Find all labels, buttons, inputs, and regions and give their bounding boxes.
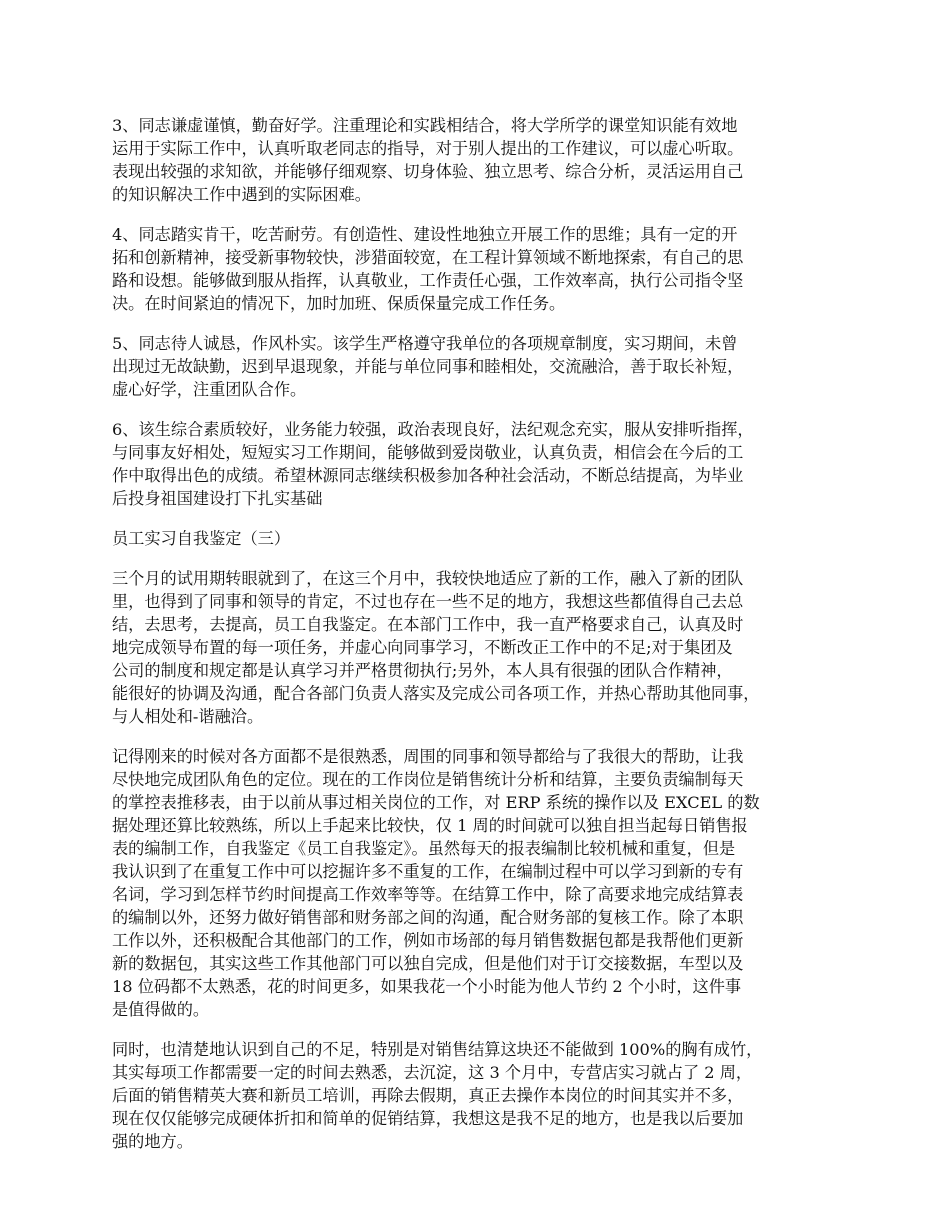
paragraph-intro: 三个月的试用期转眼就到了，在这三个月中，我较快地适应了新的工作，融入了新的团队 里，也得到了同事和领导的肯定，不过也存在一些不足的地方，我想这些都值得自己去总 结，去思考，去提高，员工自我鉴定。在本部门工作中，我一直严格要求自己，认真及时 地完成领导布置的每一项任务，并虚心向同事学习，不断改正工作中的不足;对于集团及 公司的制度和规定都是认真学习并严格贯彻执行;另外，本人具有很强的团队合作精神， 能很好的协调及沟通，配合各部门负责人落实及完成公司各项工作，并热心帮助其他同事， 与人相处和-谐融洽。 (112, 569, 760, 726)
paragraph-shortcomings: 同时，也清楚地认识到自己的不足，特别是对销售结算这块还不能做到 100%的胸有成竹， 其实每项工作都需要一定的时间去熟悉，去沉淀，这 3 个月中，专营店实习就占了 2 周， 后面的销售精英大赛和新员工培训，再除去假期，真正去操作本岗位的时间其实并不多， 现在仅仅能够完成硬体折扣和简单的促销结算，我想这是我不足的地方，也是我以后要加 强的地方。 (112, 1040, 763, 1151)
paragraph-point-3: 3、同志谦虚谨慎，勤奋好学。注重理论和实践相结合，将大学所学的课堂知识能有效地 运用于实际工作中，认真听取老同志的指导，对于别人提出的工作建议，可以虚心听取。 表现出较强的求知欲，并能够仔细观察、切身体验、独立思考、综合分析，灵活运用自己 的知识解决工作中遇到的实际困难。 (112, 116, 744, 204)
section-heading: 员工实习自我鉴定（三） (112, 529, 291, 548)
paragraph-point-4: 4、同志踏实肯干，吃苦耐劳。有创造性、建设性地独立开展工作的思维；具有一定的开 拓和创新精神，接受新事物较快，涉猎面较宽，在工程计算领域不断地探索，有自己的思 路和设想。能够做到服从指挥，认真敬业，工作责任心强，工作效率高，执行公司指令坚 决。在时间紧迫的情况下，加时加班、保质保量完成工作任务。 (112, 225, 744, 313)
paragraph-work-experience: 记得刚来的时候对各方面都不是很熟悉，周围的同事和领导都给与了我很大的帮助，让我 尽快地完成团队角色的定位。现在的工作岗位是销售统计分析和结算，主要负责编制每天 的掌控表推移表，由于以前从事过相关岗位的工作，对 ERP 系统的操作以及 EXCEL 的数 据处理还算比较熟练，所以上手起来比较快，仅 1 周的时间就可以独自担当起每日销售报 表的编制工作，自我鉴定《员工自我鉴定》。虽然每天的报表编制比较机械和重复，但是 我认识到了在重复工作中可以挖掘许多不重复的工作，在编制过程中可以学习到新的专有 名词，学习到怎样节约时间提高工作效率等等。在结算工作中，除了高要求地完成结算表 的编制以外，还努力做好销售部和财务部之间的沟通，配合财务部的复核工作。除了本职 工作以外，还积极配合其他部门的工作，例如市场部的每月销售数据包都是我帮他们更新 新的数据包，其实这些工作其他部门可以独自完成，但是他们对于订交接数据，车型以及 18 位码都不太熟悉，花的时间更多，如果我花一个小时能为他人节约 2 个小时，这件事 是值得做的。 (112, 747, 760, 1019)
paragraph-point-5: 5、同志待人诚恳，作风朴实。该学生严格遵守我单位的各项规章制度，实习期间，未曾 出现过无故缺勤，迟到早退现象，并能与单位同事和睦相处，交流融洽，善于取长补短， 虚心好学，注重团队合作。 (112, 334, 744, 399)
paragraph-point-6: 6、该生综合素质较好，业务能力较强，政治表现良好，法纪观念充实，服从安排听指挥， 与同事友好相处，短短实习工作期间，能够做到爱岗敬业，认真负责，相信会在今后的工 作中取得出色的成绩。希望林源同志继续积极参加各种社会活动，不断总结提高，为毕业 后投身祖国建设打下扎实基础 (112, 420, 754, 508)
document-body (112, 114, 852, 1170)
